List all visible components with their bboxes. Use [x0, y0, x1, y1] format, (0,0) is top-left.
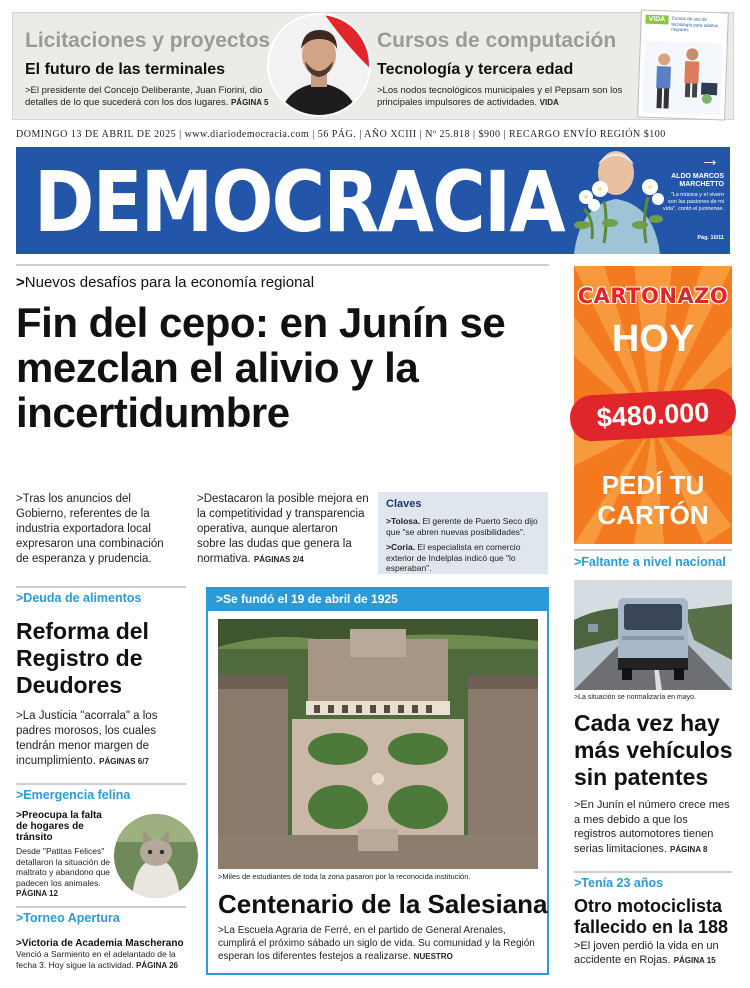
masthead-feature-photo[interactable]	[564, 139, 674, 254]
main-col1-text: >Tras los anuncios del Gobierno, referentes de la industria exportadora local expresaron una combinación de esperanza y prudencia.	[16, 493, 164, 565]
masthead-feature-text: "La música y el vivero son las pasiones de mi vida", contó el juninense.	[663, 192, 724, 212]
claves-item-2: >Coria. El especialista en comercio exterior de Indelplas indicó que "lo esperaban".	[386, 542, 521, 573]
main-kicker: >Nuevos desafíos para la economía regional	[16, 274, 315, 291]
felina-rule	[16, 783, 186, 785]
cat-photo[interactable]	[112, 812, 200, 900]
teaser-left-text: >El presidente del Concejo Deliberante, Juan Fiorini, dio detalles de lo que sucederá con los dos lugares. PÁGINA 5	[25, 85, 269, 108]
main-top-rule	[16, 264, 549, 266]
masthead	[16, 147, 730, 254]
salesiana-text: >La Escuela Agraria de Ferré, en el partido de General Arenales, cumplirá el próximo sábado un siglo de vida. Su comunidad y la Región esperan los diferentes festejos a realizarse. NUESTRO	[218, 925, 535, 962]
top-teaser-bar	[12, 12, 734, 120]
deuda-title[interactable]: Reforma del Registro de Deudores	[16, 618, 149, 698]
moto-text: >El joven perdió la vida en un accidente en Rojas. PÁGINA 15	[574, 940, 719, 966]
felina-text: Desde "Patitas Felices" detallaron la situación de maltrato y abandono que padecen los animales. PÁGINA 12	[16, 846, 111, 898]
deuda-kicker: >Deuda de alimentos	[16, 591, 142, 605]
torneo-text: Venció a Sarmiento en el adelantado de la fecha 3. Hoy sigue la actividad. PÁGINA 26	[16, 949, 178, 970]
teaser-right-title[interactable]: Tecnología y tercera edad	[377, 61, 574, 78]
claves-title: Claves	[386, 498, 422, 510]
main-col2-text: >Destacaron la posible mejora en la competitividad y transparencia operativa, aunque alertaron sobre las dudas que genera la normativa. PÁGINAS 2/4	[197, 493, 369, 565]
vida-illustration	[642, 41, 722, 116]
main-headline[interactable]: Fin del cepo: en Junín se mezclan el alivio y la incertidumbre	[16, 299, 506, 436]
masthead-logo[interactable]	[30, 153, 570, 254]
van-photo[interactable]	[574, 580, 732, 690]
masthead-feature-page: Pág. 10/11	[697, 235, 724, 241]
vida-thumb-text: Cursos de uso de tecnología para adultos mayores	[671, 15, 719, 33]
salesiana-title[interactable]: Centenario de la Salesiana	[218, 889, 548, 919]
salesiana-kicker: >Se fundó el 19 de abril de 1925	[208, 589, 547, 611]
moto-kicker: >Tenía 23 años	[574, 876, 664, 890]
salesiana-caption: >Miles de estudiantes de toda la zona pasaron por la reconocida institución.	[218, 872, 471, 881]
moto-rule	[574, 871, 732, 873]
salesiana-aerial-photo[interactable]	[218, 619, 538, 869]
patentes-title[interactable]: Cada vez hay más vehículos sin patentes	[574, 710, 733, 790]
teaser-portrait[interactable]	[265, 11, 373, 119]
arrow-right-icon[interactable]: →	[700, 149, 720, 171]
ad-cta: PEDÍ TU CARTÓN	[597, 470, 709, 530]
ad-brand: CARTONAZO	[577, 284, 729, 308]
patentes-kicker: >Faltante a nivel nacional	[574, 555, 726, 569]
ad-amount-pill	[569, 388, 737, 443]
felina-kicker: >Emergencia felina	[16, 788, 131, 802]
patentes-text: >En Junín el número crece mes a mes debido a que los registros automotores tienen serias limitaciones. PÁGINA 8	[574, 799, 730, 855]
teaser-left-title[interactable]: El futuro de las terminales	[25, 61, 226, 78]
vida-thumbnail[interactable]	[637, 9, 729, 120]
deuda-text: >La Justicia "acorrala" a los padres morosos, los cuales tendrán menor margen de incumplimiento. PÁGINAS 6/7	[16, 710, 158, 767]
deuda-rule	[16, 586, 186, 588]
teaser-left-kicker: Licitaciones y proyectos	[25, 29, 271, 52]
teaser-right-kicker: Cursos de computación	[377, 29, 617, 52]
ad-today: HOY	[611, 318, 695, 360]
moto-title[interactable]: Otro motociclista fallecido en la 188	[574, 896, 729, 937]
patentes-rule	[574, 549, 732, 551]
ad-amount: $480.000	[595, 397, 711, 433]
salesiana-box	[206, 587, 549, 975]
teaser-right-text: >Los nodos tecnológicos municipales y el Pepsam son los principales impulsores de actividades. VIDA	[377, 85, 623, 108]
felina-title[interactable]: >Preocupa la falta de hogares de tránsito	[16, 810, 102, 843]
claves-item-1: >Tolosa. El gerente de Puerto Seco dijo que "se abren nuevas posibilidades".	[386, 516, 538, 537]
torneo-rule	[16, 906, 186, 908]
vida-badge: VIDA	[645, 15, 668, 25]
masthead-logo-text: DEMOCRACIA	[34, 153, 566, 251]
dateline: DOMINGO 13 DE ABRIL DE 2025 | www.diariodemocracia.com | 56 PÁG. | AÑO XCIII | Nº 25.818 | $900 | RECARGO ENVÍO REGIÓN $100	[16, 129, 666, 140]
cartonazo-ad[interactable]	[574, 266, 732, 544]
masthead-feature-name: ALDO MARCOS MARCHETTO	[671, 173, 724, 188]
patentes-caption: >La situación se normalizaría en mayo.	[574, 694, 696, 701]
torneo-title[interactable]: >Victoria de Academia Mascherano	[16, 938, 184, 949]
claves-box	[378, 492, 548, 574]
torneo-kicker: >Torneo Apertura	[16, 911, 120, 925]
